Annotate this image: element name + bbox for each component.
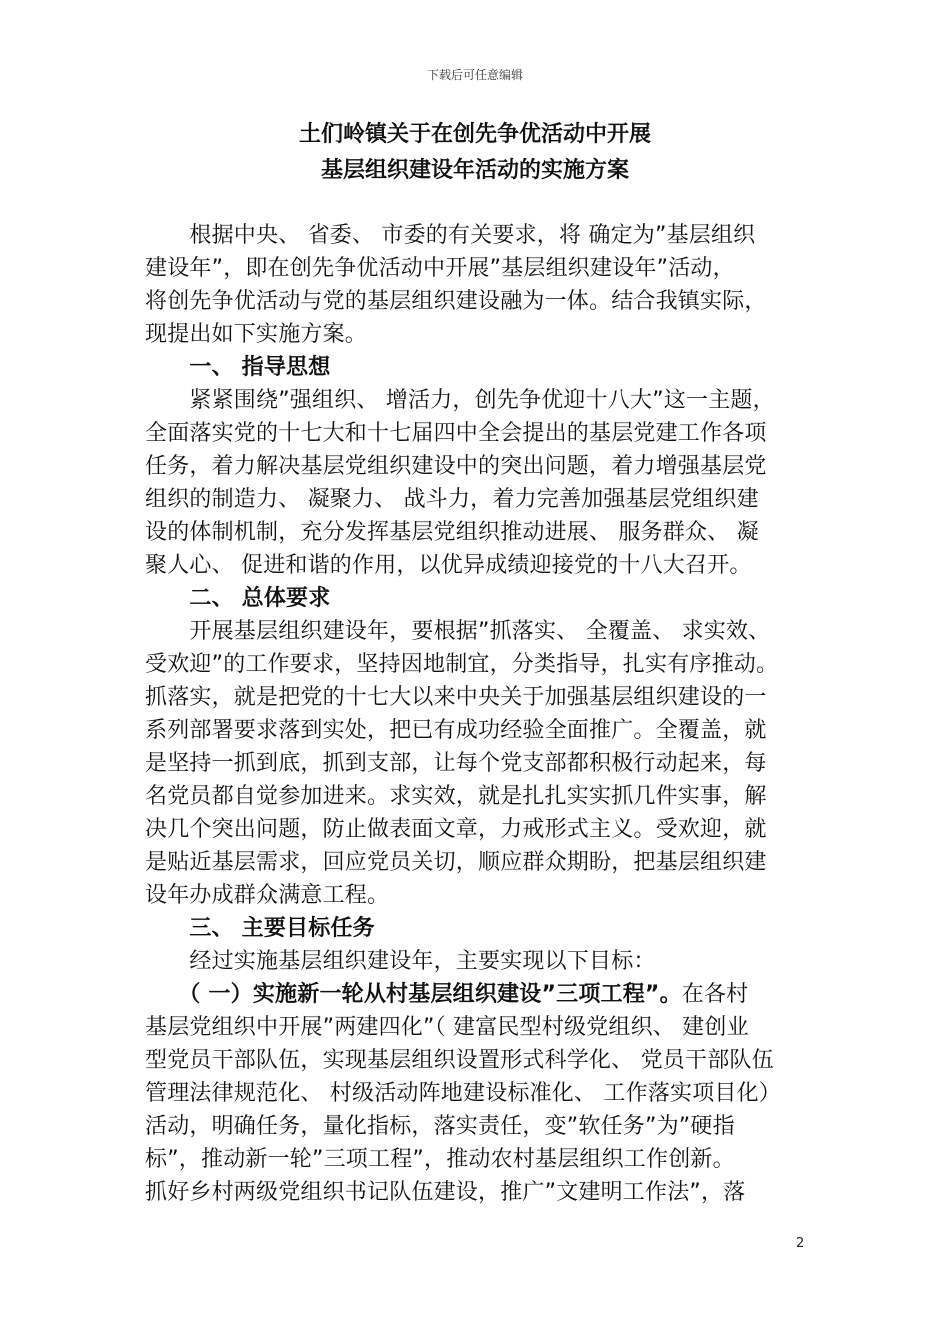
page-number: 2: [796, 1236, 805, 1251]
body-line: 根据中央、 省委、 市委的有关要求，将 确定为”基层组织: [145, 223, 756, 248]
section-heading: 一、 指导思想: [145, 355, 331, 380]
body-line: 管理法律规范化、 村级活动阵地建设标准化、 工作落实项目化）: [145, 1081, 781, 1106]
body-line: 紧紧围绕”强组织、 增活力，创先争优迎十八大”这一主题，: [145, 388, 775, 413]
document-title-line-2: 基层组织建设年活动的实施方案: [320, 158, 629, 183]
body-line: 设的体制机制，充分发挥基层党组织推动进展、 服务群众、 凝: [145, 520, 759, 545]
body-line: 现提出如下实施方案。: [145, 322, 368, 347]
subsection-heading: （ 一）实施新一轮从村基层组织建设”三项工程”。: [145, 982, 682, 1007]
body-line: 是贴近基层需求，回应党员关切，顺应群众期盼，把基层组织建: [145, 850, 767, 875]
header-note: 下载后可任意编辑: [426, 68, 523, 82]
body-line: 将创先争优活动与党的基层组织建设融为一体。结合我镇实际，: [145, 289, 767, 314]
body-line: 型党员干部队伍，实现基层组织设置形式科学化、 党员干部队伍: [145, 1048, 774, 1073]
body-line: 全面落实党的十七大和十七届四中全会提出的基层党建工作各项: [145, 421, 767, 446]
body-line: 活动，明确任务，量化指标，落实责任，变”软任务”为”硬指: [145, 1114, 735, 1139]
body-line: 系列部署要求落到实处，把已有成功经验全面推广。全覆盖，就: [145, 718, 767, 743]
body-line: [145, 981, 748, 1009]
section-heading: 二、 总体要求: [145, 586, 331, 611]
body-line: 决几个突出问题，防止做表面文章，力戒形式主义。受欢迎，就: [145, 817, 767, 842]
body-line: 基层党组织中开展”两建四化”（ 建富民型村级党组织、 建创业: [145, 1015, 749, 1040]
body-line: 标”，推动新一轮”三项工程”，推动农村基层组织工作创新。: [145, 1147, 735, 1172]
body-line: 设年办成群众满意工程。: [145, 883, 390, 908]
body-line: 抓好乡村两级党组织书记队伍建设，推广”文建明工作法”，落: [145, 1180, 746, 1205]
section-heading: 三、 主要目标任务: [145, 916, 375, 941]
body-line: 聚人心、 促进和谐的作用，以优异成绩迎接党的十八大召开。: [145, 553, 752, 578]
body-line: 建设年”，即在创先争优活动中开展”基层组织建设年”活动，: [145, 256, 735, 281]
body-line: 组织的制造力、 凝聚力、 战斗力，着力完善加强基层党组织建: [145, 487, 759, 512]
body-line: 任务，着力解决基层党组织建设中的突出问题，着力增强基层党: [145, 454, 767, 479]
body-line-tail: 在各村: [681, 982, 749, 1007]
body-line: 是坚持一抓到底，抓到支部，让每个党支部都积极行动起来，每: [145, 751, 767, 776]
body-line: 名党员都自觉参加进来。求实效，就是扎扎实实抓几件实事，解: [145, 784, 767, 809]
body-line: 经过实施基层组织建设年，主要实现以下目标：: [145, 949, 656, 974]
body-line: 开展基层组织建设年，要根据”抓落实、 全覆盖、 求实效、: [145, 619, 771, 644]
body-line: 受欢迎”的工作要求，坚持因地制宜，分类指导，扎实有序推动。: [145, 652, 779, 677]
document-title-line-1: 土们岭镇关于在创先争优活动中开展: [298, 122, 651, 147]
body-line: 抓落实，就是把党的十七大以来中央关于加强基层组织建设的一: [145, 685, 767, 710]
